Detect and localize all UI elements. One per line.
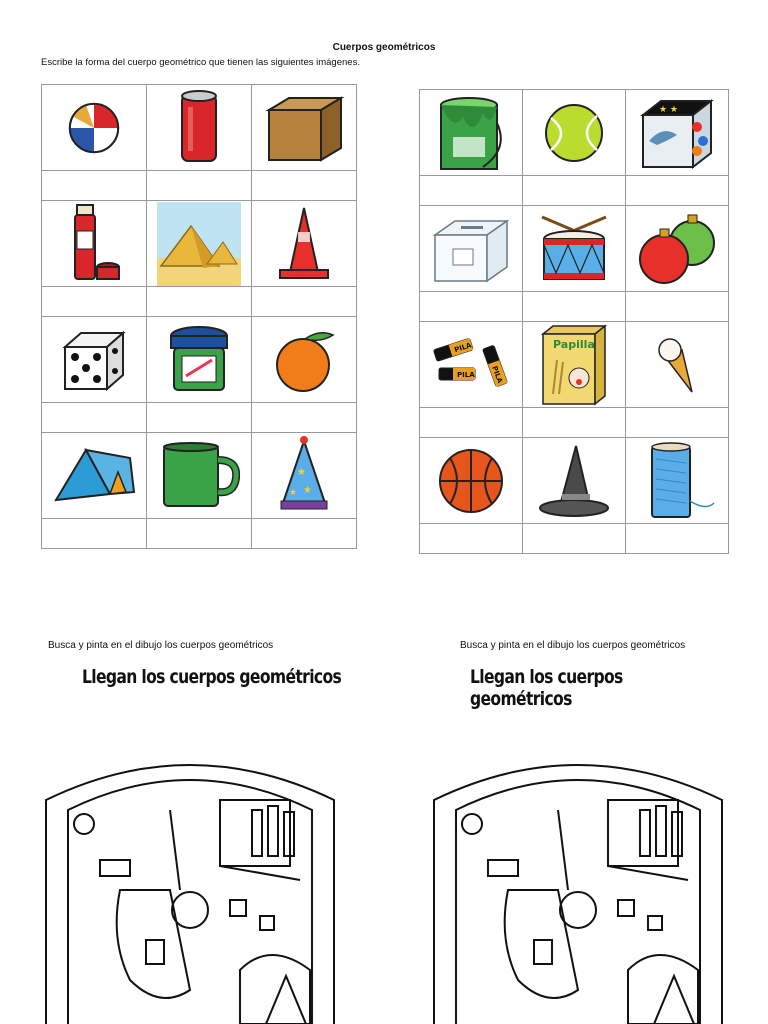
cell-glue-stick	[42, 201, 147, 287]
cell-glue-jar	[147, 317, 252, 403]
cell-party-hat	[252, 433, 357, 519]
cell-basketball	[420, 438, 523, 524]
answer-cell[interactable]	[42, 287, 147, 317]
party-hat-icon	[273, 435, 335, 517]
toy-cube-icon	[639, 95, 715, 171]
christmas-ornaments-icon	[636, 211, 718, 287]
answer-cell[interactable]	[252, 519, 357, 549]
answer-cell[interactable]	[147, 403, 252, 433]
right-shapes-table	[419, 89, 729, 554]
answer-cell[interactable]	[420, 408, 523, 438]
ballot-box-icon	[431, 213, 511, 285]
paint-bucket-icon	[433, 93, 509, 173]
answer-cell[interactable]	[147, 171, 252, 201]
cell-traffic-cone	[252, 201, 357, 287]
basketball-icon	[436, 446, 506, 516]
cell-toy-cube	[626, 90, 729, 176]
witch-hat-icon	[536, 442, 612, 520]
battery-label: PILA	[453, 340, 473, 354]
beach-ball-icon	[65, 99, 123, 157]
answer-cell[interactable]	[147, 287, 252, 317]
answer-cell[interactable]	[523, 176, 626, 206]
green-mug-icon	[158, 440, 240, 512]
svg-text:★: ★	[297, 466, 306, 478]
coloring-instruction-left: Busca y pinta en el dibujo los cuerpos geométricos	[48, 640, 274, 651]
glue-jar-icon	[166, 324, 232, 396]
svg-text:★: ★	[303, 484, 312, 496]
tent-icon	[52, 444, 136, 508]
traffic-cone-icon	[274, 204, 334, 284]
coloring-heading-left: Llegan los cuerpos geométricos	[82, 666, 342, 688]
cell-soda-can	[147, 85, 252, 171]
answer-cell[interactable]	[626, 176, 729, 206]
answer-cell[interactable]	[42, 403, 147, 433]
cell-christmas-ornaments	[626, 206, 729, 292]
answer-cell[interactable]	[147, 519, 252, 549]
worksheet-instruction: Escribe la forma del cuerpo geométrico que tienen las siguientes imágenes.	[41, 57, 360, 68]
left-shapes-table	[41, 84, 357, 549]
drum-icon	[534, 209, 614, 289]
papilla-label: Papilla	[553, 337, 595, 351]
cell-ballot-box	[420, 206, 523, 292]
answer-cell[interactable]	[626, 292, 729, 322]
soda-can-icon	[174, 89, 224, 167]
thread-spool-icon	[636, 439, 718, 523]
cell-green-mug	[147, 433, 252, 519]
worksheet-title: Cuerpos geométricos	[332, 42, 436, 53]
cell-beach-ball	[42, 85, 147, 171]
answer-cell[interactable]	[252, 403, 357, 433]
cell-thread-spool	[626, 438, 729, 524]
coloring-heading-right: Llegan los cuerpos geométricos	[470, 666, 623, 710]
cardboard-box-icon	[263, 92, 345, 164]
cell-tennis-ball	[523, 90, 626, 176]
answer-cell[interactable]	[626, 408, 729, 438]
glue-stick-icon	[63, 203, 125, 285]
svg-text:★ ★: ★ ★	[659, 104, 678, 115]
pyramids-icon	[157, 202, 241, 286]
cell-batteries	[420, 322, 523, 408]
answer-cell[interactable]	[42, 171, 147, 201]
answer-cell[interactable]	[523, 524, 626, 554]
battery-label: PILA	[490, 364, 504, 384]
answer-cell[interactable]	[420, 292, 523, 322]
cell-ice-cream-cone	[626, 322, 729, 408]
cell-cardboard-box	[252, 85, 357, 171]
cell-dice	[42, 317, 147, 403]
answer-cell[interactable]	[523, 408, 626, 438]
ice-cream-cone-icon	[652, 332, 702, 398]
orange-icon	[271, 327, 337, 393]
papilla-box-icon	[539, 324, 609, 406]
answer-cell[interactable]	[626, 524, 729, 554]
cell-papilla-box	[523, 322, 626, 408]
coloring-scene-left	[40, 740, 340, 1024]
coloring-scene-right	[428, 740, 728, 1024]
answer-cell[interactable]	[420, 524, 523, 554]
cell-orange	[252, 317, 357, 403]
cell-paint-bucket	[420, 90, 523, 176]
cell-drum	[523, 206, 626, 292]
answer-cell[interactable]	[42, 519, 147, 549]
answer-cell[interactable]	[420, 176, 523, 206]
answer-cell[interactable]	[523, 292, 626, 322]
tennis-ball-icon	[541, 100, 607, 166]
batteries-icon	[429, 334, 513, 396]
cell-witch-hat	[523, 438, 626, 524]
answer-cell[interactable]	[252, 171, 357, 201]
coloring-instruction-right: Busca y pinta en el dibujo los cuerpos geométricos	[460, 640, 686, 651]
cell-tent	[42, 433, 147, 519]
dice-icon	[61, 327, 127, 393]
svg-text:★: ★	[289, 487, 298, 498]
battery-label: PILA	[457, 370, 475, 379]
cell-pyramids	[147, 201, 252, 287]
answer-cell[interactable]	[252, 287, 357, 317]
